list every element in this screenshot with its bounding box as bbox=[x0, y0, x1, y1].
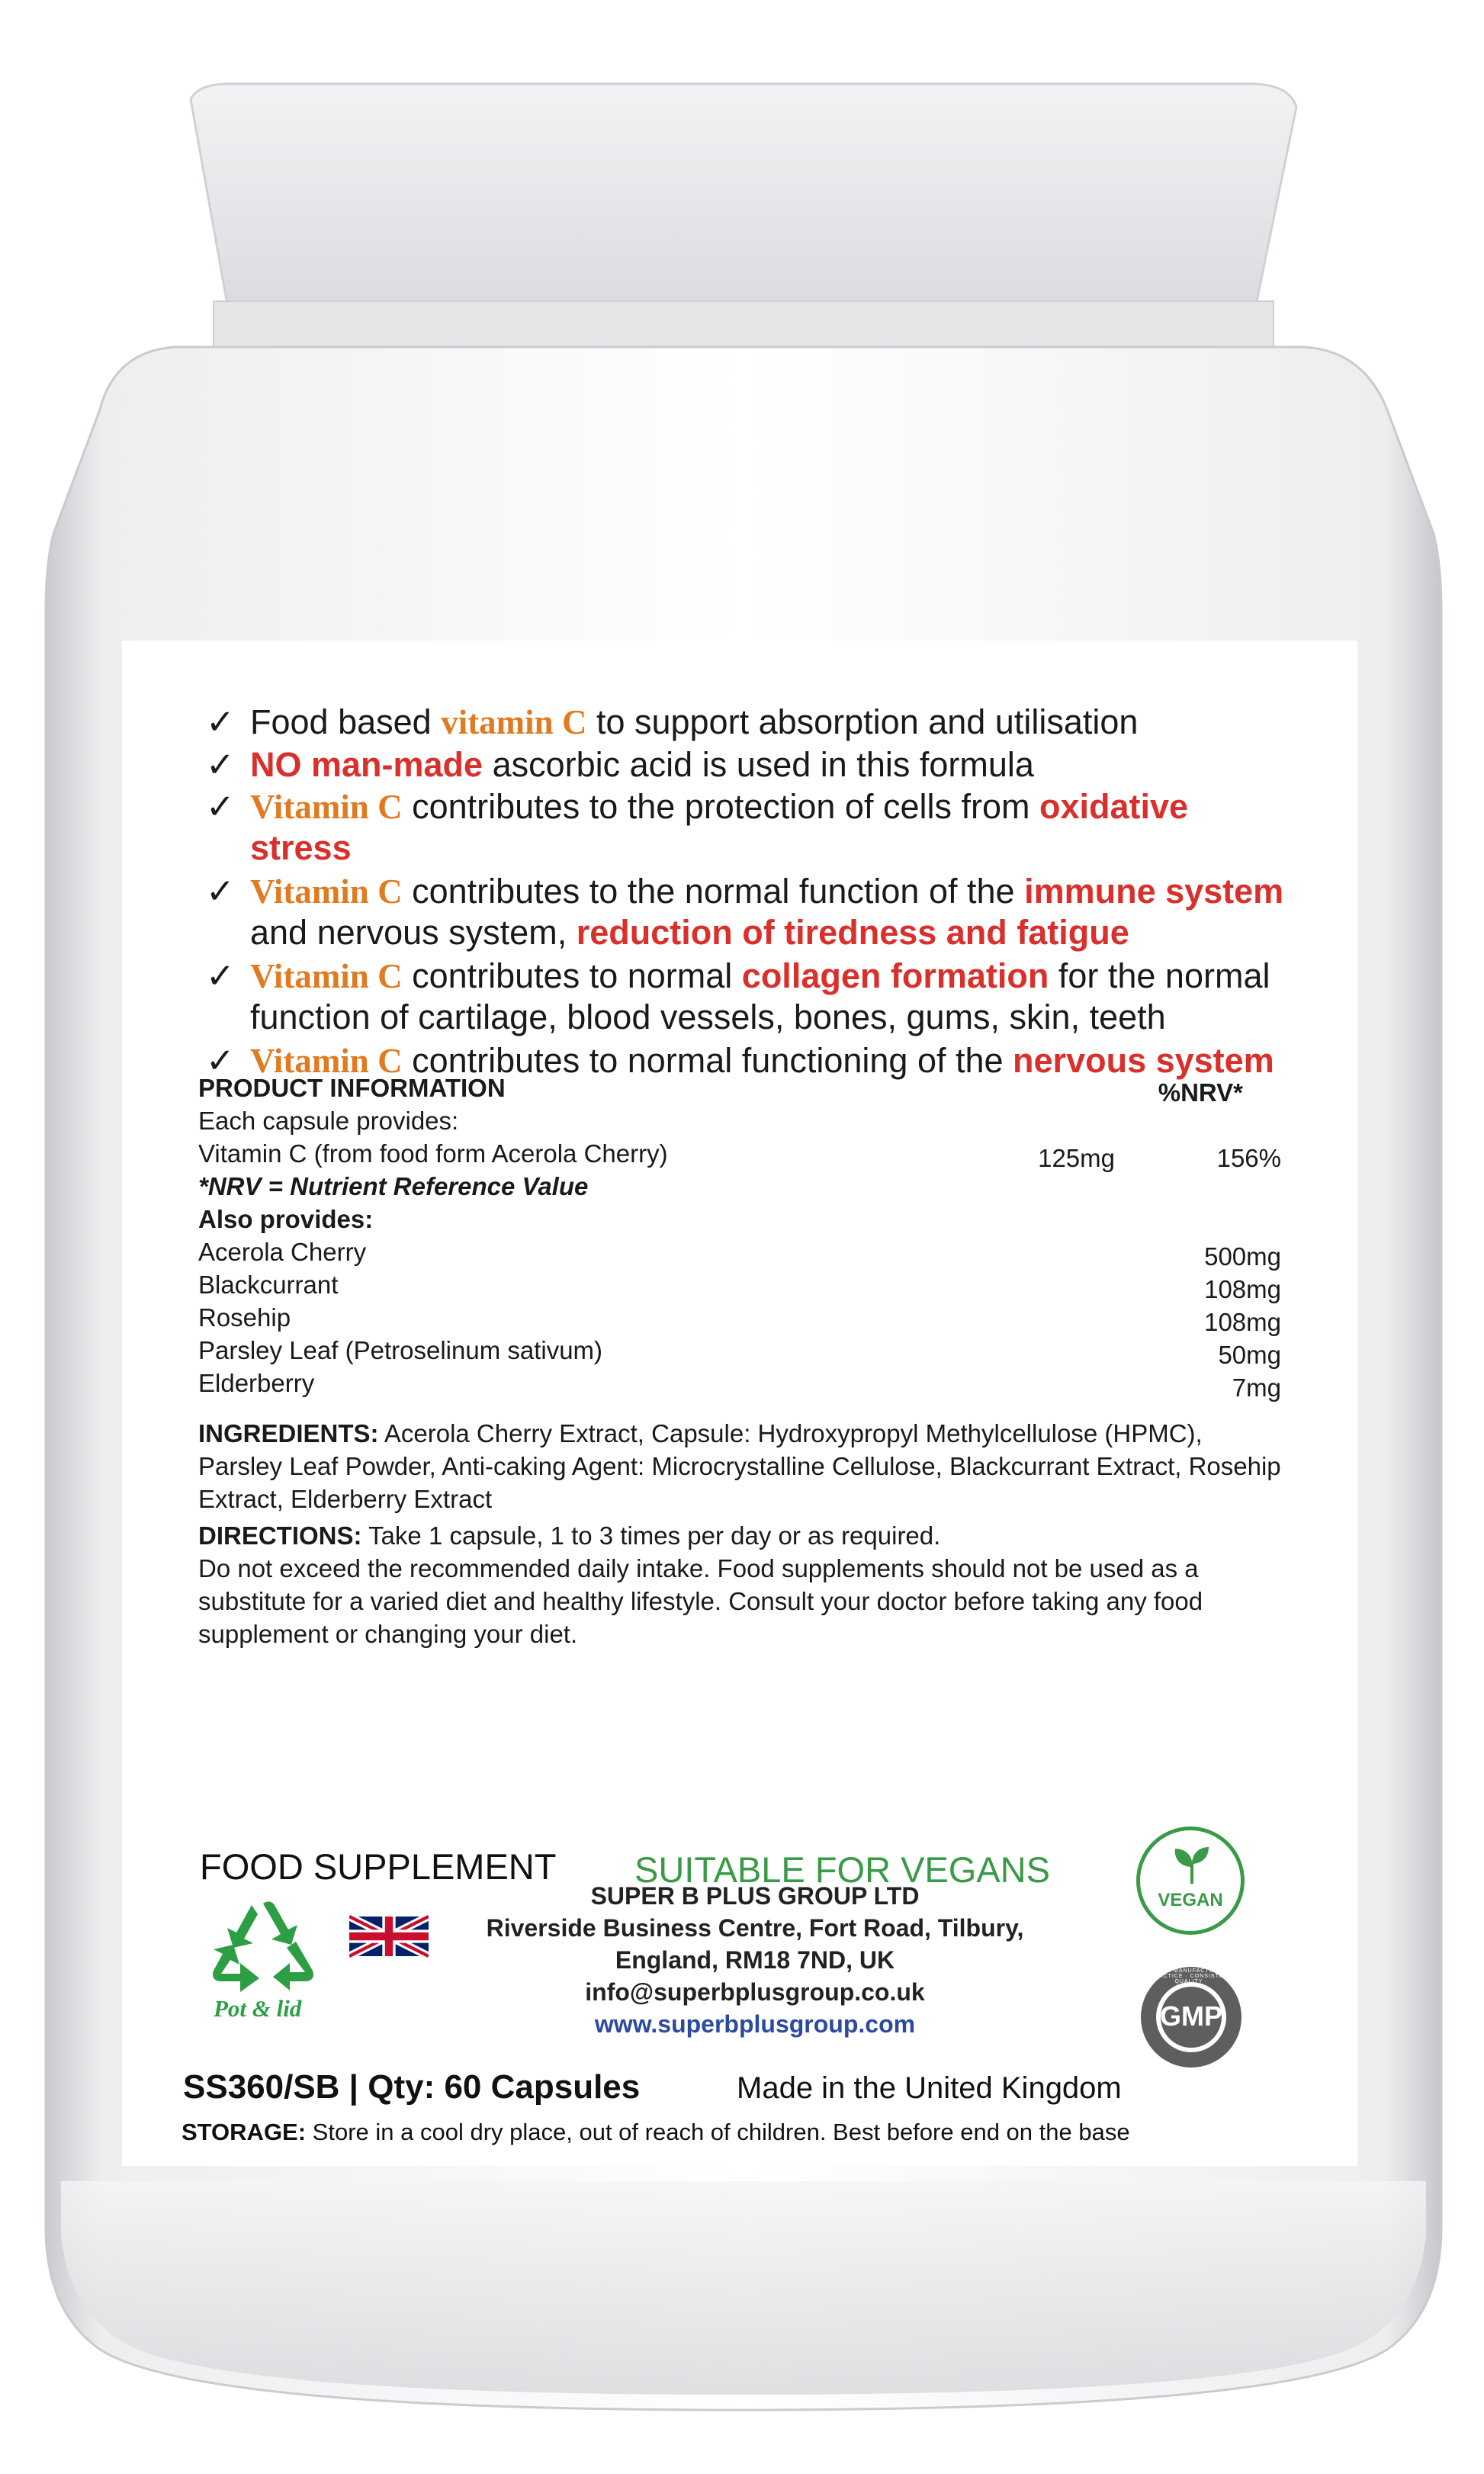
highlight-text: reduction of tiredness and fatigue bbox=[576, 913, 1129, 952]
benefit-text: Food based bbox=[250, 702, 442, 741]
benefit-item bbox=[206, 744, 1335, 785]
nrv-note: *NRV = Nutrient Reference Value bbox=[198, 1172, 589, 1200]
each-capsule-text: Each capsule provides: bbox=[198, 1107, 459, 1135]
sku-quantity: SS360/SB | Qty: 60 Capsules bbox=[183, 2068, 641, 2106]
bottle-base bbox=[61, 2181, 1426, 2395]
cap-shape bbox=[191, 84, 1296, 313]
benefit-text: ascorbic acid is used in this formula bbox=[483, 745, 1034, 784]
nrv-header: %NRV* bbox=[1158, 1078, 1243, 1107]
nutrient-name: Acerola Cherry bbox=[198, 1238, 367, 1266]
product-label bbox=[122, 641, 1357, 2166]
storage-text: Store in a cool dry place, out of reach of children. Best before end on the base bbox=[306, 2119, 1130, 2145]
product-information bbox=[198, 1072, 1281, 1402]
benefit-text: and nervous system, bbox=[250, 913, 577, 952]
benefit-text: contributes to normal functioning of the bbox=[402, 1041, 1013, 1080]
gmp-ring-text: GOOD MANUFACTURING PRACTICE · CONSISTENT QUALITY · bbox=[1150, 1968, 1232, 1984]
directions-text: Take 1 capsule, 1 to 3 times per day or as required. bbox=[361, 1521, 941, 1550]
ingredients-text: Acerola Cherry Extract, Capsule: Hydroxypropyl Methylcellulose (HPMC), Parsley Leaf Powder, Anti-caking Agent: Microcrystalline Cellulose, Blackcurrant Extract, Rosehip Extract, Elderberry Extract bbox=[198, 1419, 1281, 1513]
benefit-text: contributes to the protection of cells from bbox=[402, 787, 1039, 826]
gmp-badge-text: GMP bbox=[1159, 2000, 1222, 2032]
directions-warning: Do not exceed the recommended daily intake. Food supplements should not be used as a substitute for a varied diet and healthy lifestyle. Consult your doctor before taking any food supplement or changing your diet. bbox=[198, 1554, 1203, 1648]
vitamin-c-text: Vitamin C bbox=[250, 957, 403, 995]
ingredients bbox=[198, 1417, 1281, 1515]
nutrient-name: Blackcurrant bbox=[198, 1271, 339, 1299]
vegan-leaf-icon bbox=[1171, 1844, 1213, 1887]
checkmark-icon: ✓ bbox=[206, 702, 235, 741]
uk-flag-icon bbox=[349, 1913, 429, 1960]
cap-rim bbox=[214, 301, 1274, 347]
checkmark-icon: ✓ bbox=[206, 745, 235, 784]
highlight-text: oxidative bbox=[1039, 787, 1189, 826]
benefit-text: for the normal bbox=[1049, 956, 1270, 995]
vitamin-c-text: Vitamin C bbox=[250, 872, 403, 911]
nutrient-amount: 108mg bbox=[1204, 1308, 1281, 1336]
product-info-title: PRODUCT INFORMATION bbox=[198, 1074, 506, 1102]
vitamin-c-text: Vitamin C bbox=[250, 1042, 403, 1080]
nutrient-name: Parsley Leaf (Petroselinum sativum) bbox=[198, 1336, 603, 1364]
vitamin-c-nrv: 156% bbox=[1216, 1144, 1281, 1172]
gmp-badge bbox=[1138, 1964, 1245, 2071]
suitable-for-vegans-text: SUITABLE FOR VEGANS bbox=[634, 1849, 1050, 1890]
vitamin-c-text: vitamin C bbox=[441, 703, 587, 741]
vitamin-c-amount: 125mg bbox=[1038, 1144, 1115, 1172]
nutrient-row bbox=[198, 1367, 1281, 1402]
storage-label: STORAGE: bbox=[181, 2119, 307, 2145]
benefit-text: to support absorption and utilisation bbox=[586, 702, 1139, 741]
also-provides: Also provides: bbox=[198, 1205, 374, 1233]
ingredients-label: INGREDIENTS: bbox=[198, 1419, 379, 1447]
benefit-item bbox=[206, 956, 1335, 1037]
nutrient-row bbox=[198, 1235, 1281, 1271]
directions bbox=[198, 1519, 1281, 1650]
nutrient-amount: 108mg bbox=[1204, 1275, 1281, 1303]
benefit-text: contributes to normal bbox=[402, 956, 742, 995]
checkmark-icon: ✓ bbox=[206, 1041, 235, 1080]
benefit-item bbox=[206, 702, 1335, 743]
directions-label: DIRECTIONS: bbox=[198, 1521, 362, 1550]
benefit-item bbox=[206, 786, 1335, 868]
benefit-text: function of cartilage, blood vessels, bones, gums, skin, teeth bbox=[250, 998, 1166, 1036]
storage-info bbox=[181, 2119, 1130, 2146]
highlight-text: nervous system bbox=[1013, 1041, 1274, 1080]
checkmark-icon: ✓ bbox=[206, 787, 235, 826]
nutrient-row bbox=[198, 1334, 1281, 1367]
company-address-line: England, RM18 7ND, UK bbox=[615, 1946, 895, 1974]
nutrient-amount: 500mg bbox=[1204, 1242, 1281, 1271]
pot-lid-text: Pot & lid bbox=[214, 1995, 302, 2022]
checkmark-icon: ✓ bbox=[206, 872, 235, 911]
company-website: www.superbplusgroup.com bbox=[594, 2010, 916, 2038]
recycle-badge bbox=[206, 1897, 320, 2027]
made-in-text: Made in the United Kingdom bbox=[737, 2071, 1122, 2105]
highlight-text: collagen formation bbox=[741, 956, 1049, 995]
highlight-text: NO man-made bbox=[250, 745, 483, 784]
recycle-icon bbox=[206, 1897, 320, 1997]
checkmark-icon: ✓ bbox=[206, 956, 235, 995]
nutrient-row bbox=[198, 1268, 1281, 1301]
benefit-text: contributes to the normal function of the bbox=[402, 872, 1025, 911]
benefits-list bbox=[206, 702, 1335, 1081]
vegan-badge bbox=[1136, 1827, 1245, 1935]
nutrient-amount: 50mg bbox=[1218, 1341, 1281, 1369]
vegan-badge-text: VEGAN bbox=[1158, 1890, 1223, 1910]
food-supplement-text: FOOD SUPPLEMENT bbox=[200, 1846, 557, 1887]
company-name: SUPER B PLUS GROUP LTD bbox=[590, 1882, 920, 1910]
nutrient-name: Elderberry bbox=[198, 1369, 315, 1397]
vitamin-c-text: Vitamin C bbox=[250, 788, 403, 826]
nutrient-name: Rosehip bbox=[198, 1303, 291, 1332]
nutrient-row bbox=[198, 1301, 1281, 1334]
nutrient-amount: 7mg bbox=[1232, 1374, 1281, 1402]
highlight-text: stress bbox=[250, 828, 352, 867]
company-details bbox=[473, 1880, 1037, 2040]
highlight-text: immune system bbox=[1024, 872, 1284, 911]
benefit-item bbox=[206, 871, 1335, 953]
vitamin-c-label: Vitamin C (from food form Acerola Cherry) bbox=[198, 1139, 668, 1168]
company-address-line: Riverside Business Centre, Fort Road, Tilbury, bbox=[486, 1914, 1024, 1942]
company-email: info@superbplusgroup.co.uk bbox=[585, 1978, 925, 2006]
